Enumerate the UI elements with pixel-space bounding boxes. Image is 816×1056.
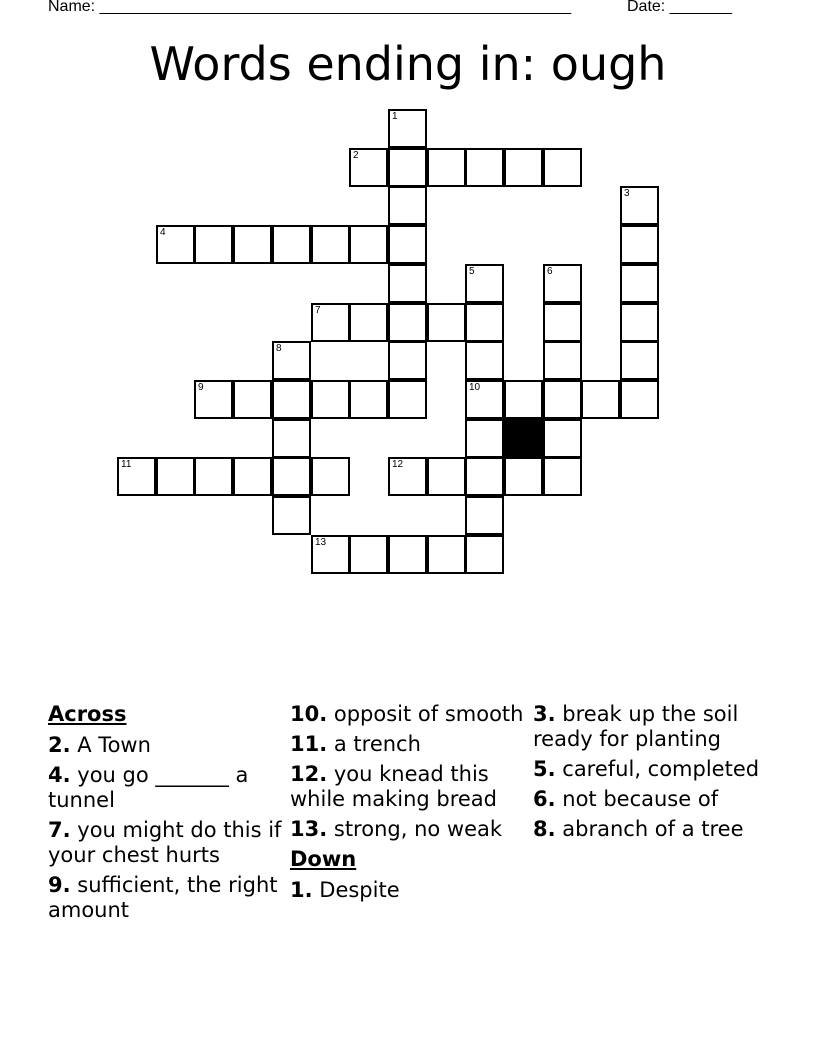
grid-cell[interactable] (388, 225, 427, 264)
clue-column-3 (533, 702, 768, 847)
clue-number: 8 (276, 343, 282, 354)
clue-number: 11 (121, 459, 132, 470)
grid-cell[interactable] (620, 225, 659, 264)
grid-cell[interactable] (272, 419, 311, 458)
grid-cell[interactable] (388, 303, 427, 342)
grid-cell-3[interactable] (620, 186, 659, 225)
clue-number: 2 (353, 150, 359, 161)
down-heading: Down (290, 847, 357, 871)
date-field-label: Date: _______ (627, 0, 732, 15)
grid-cell[interactable] (427, 535, 466, 574)
grid-cell[interactable] (388, 186, 427, 225)
grid-cell[interactable] (311, 225, 350, 264)
grid-cell-8[interactable] (272, 341, 311, 380)
grid-cell[interactable] (427, 148, 466, 187)
grid-cell[interactable] (349, 225, 388, 264)
clue-number: 5 (469, 266, 475, 277)
grid-cell-9[interactable] (194, 380, 233, 419)
clue-number: 13 (315, 537, 327, 548)
clue-across-11: 11. a trench (290, 732, 421, 756)
across-heading: Across (48, 702, 127, 726)
grid-cell[interactable] (543, 341, 582, 380)
grid-cell-2[interactable] (349, 148, 388, 187)
clue-down-3: 3. break up the soil ready for planting (533, 702, 739, 751)
clue-column-1 (48, 702, 283, 928)
grid-cell-5[interactable] (465, 264, 504, 303)
grid-cell[interactable] (272, 457, 311, 496)
black-square (504, 419, 543, 458)
grid-cell[interactable] (427, 303, 466, 342)
clue-across-12: 12. you knead this while making bread (290, 762, 498, 811)
clue-down-1: 1. Despite (290, 878, 400, 902)
grid-cell[interactable] (465, 341, 504, 380)
grid-cell[interactable] (194, 457, 233, 496)
grid-cell[interactable] (465, 148, 504, 187)
grid-cell[interactable] (272, 380, 311, 419)
grid-cell[interactable] (465, 535, 504, 574)
clue-across-2: 2. A Town (48, 733, 151, 757)
grid-cell-13[interactable] (311, 535, 350, 574)
grid-cell-6[interactable] (543, 264, 582, 303)
grid-cell-1[interactable] (388, 109, 427, 148)
grid-cell[interactable] (504, 148, 543, 187)
clue-across-9: 9. sufficient, the right amount (48, 873, 278, 922)
grid-cell[interactable] (194, 225, 233, 264)
name-field-label: Name: _____________________________________________________ (48, 0, 572, 15)
clue-down-5: 5. careful, completed (533, 757, 760, 781)
grid-cell[interactable] (272, 496, 311, 535)
grid-cell[interactable] (543, 419, 582, 458)
grid-cell[interactable] (233, 225, 272, 264)
clue-number: 3 (624, 188, 630, 199)
grid-cell[interactable] (156, 457, 195, 496)
clue-down-6: 6. not because of (533, 787, 719, 811)
grid-cell-12[interactable] (388, 457, 427, 496)
clue-across-7: 7. you might do this if your chest hurts (48, 818, 282, 867)
grid-cell[interactable] (620, 380, 659, 419)
grid-cell-10[interactable] (465, 380, 504, 419)
grid-cell[interactable] (504, 380, 543, 419)
grid-cell[interactable] (465, 303, 504, 342)
clue-across-10: 10. opposit of smooth (290, 702, 524, 726)
grid-cell[interactable] (543, 457, 582, 496)
page-title: Words ending in: ough (149, 37, 667, 91)
clue-down-8: 8. abranch of a tree (533, 817, 744, 841)
grid-cell[interactable] (427, 457, 466, 496)
grid-cell[interactable] (620, 264, 659, 303)
grid-cell[interactable] (388, 148, 427, 187)
grid-cell[interactable] (233, 457, 272, 496)
grid-cell-11[interactable] (117, 457, 156, 496)
grid-cell[interactable] (388, 535, 427, 574)
clue-number: 7 (315, 305, 321, 316)
grid-cell-7[interactable] (311, 303, 350, 342)
grid-cell[interactable] (311, 457, 350, 496)
clue-column-2 (290, 702, 525, 908)
grid-cell-4[interactable] (156, 225, 195, 264)
grid-cell[interactable] (272, 225, 311, 264)
clue-across-13: 13. strong, no weak (290, 817, 503, 841)
grid-cell[interactable] (504, 457, 543, 496)
clue-number: 6 (547, 266, 553, 277)
grid-cell[interactable] (388, 264, 427, 303)
grid-cell[interactable] (543, 303, 582, 342)
grid-cell[interactable] (388, 380, 427, 419)
clue-number: 9 (198, 382, 204, 393)
clue-number: 1 (392, 111, 398, 122)
grid-cell[interactable] (465, 457, 504, 496)
clue-across-4: 4. you go _______ a tunnel (48, 763, 249, 812)
grid-cell[interactable] (388, 341, 427, 380)
grid-cell[interactable] (543, 148, 582, 187)
grid-cell[interactable] (349, 303, 388, 342)
grid-cell[interactable] (620, 303, 659, 342)
grid-cell[interactable] (233, 380, 272, 419)
grid-cell[interactable] (349, 535, 388, 574)
grid-cell[interactable] (465, 419, 504, 458)
grid-cell[interactable] (543, 380, 582, 419)
grid-cell[interactable] (349, 380, 388, 419)
grid-cell[interactable] (465, 496, 504, 535)
grid-cell[interactable] (311, 380, 350, 419)
clue-number: 12 (392, 459, 404, 470)
clue-number: 4 (160, 227, 166, 238)
clue-number: 10 (469, 382, 481, 393)
grid-cell[interactable] (620, 341, 659, 380)
grid-cell[interactable] (581, 380, 620, 419)
